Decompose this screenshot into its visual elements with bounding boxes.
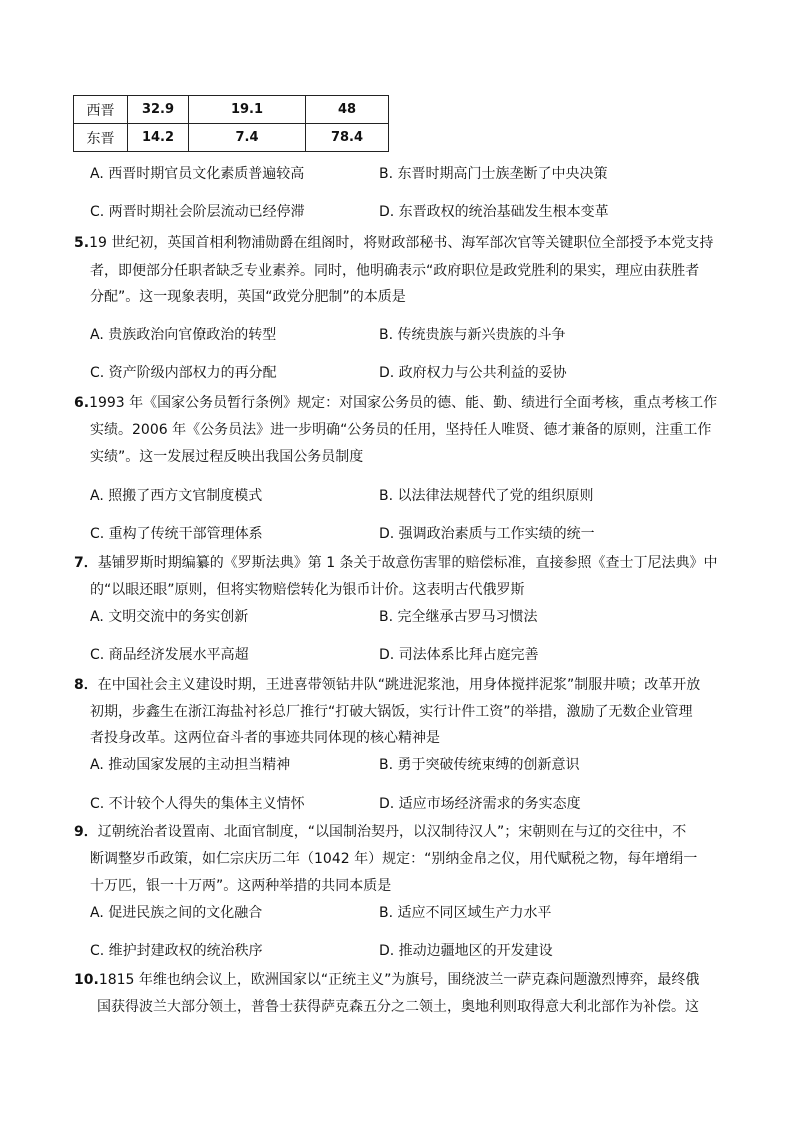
table-row xyxy=(74,124,389,152)
q8-option-d: D. 适应市场经济需求的务实态度 xyxy=(379,796,581,812)
q6-option-d: D. 强调政治素质与工作实绩的统一 xyxy=(379,526,595,542)
q6-line-3: 实绩”。这一发展过程反映出我国公务员制度 xyxy=(90,449,364,465)
q6-text: 1993 年《国家公务员暂行条例》规定：对国家公务员的德、能、勤、绩进行全面考核，重点考核工作 xyxy=(89,395,718,411)
q9-option-c: C. 维护封建政权的统治秩序 xyxy=(90,943,263,959)
q9-option-b: B. 适应不同区域生产力水平 xyxy=(379,905,552,921)
q8-option-a: A. 推动国家发展的主动担当精神 xyxy=(90,757,291,773)
q4-option-b: B. 东晋时期高门士族垄断了中央决策 xyxy=(379,166,608,182)
q7-text: 基铺罗斯时期编纂的《罗斯法典》第 1 条关于故意伤害罪的赔偿标准，直接参照《查士丁尼法典》中 xyxy=(97,555,718,571)
q4-option-d: D. 东晋政权的统治基础发生根本变革 xyxy=(379,204,609,220)
q9-number: 9． xyxy=(74,824,98,840)
q7-option-a: A. 文明交流中的务实创新 xyxy=(90,609,249,625)
q6-line-2: 实绩。2006 年《公务员法》进一步明确“公务员的任用，坚持任人唯贤、德才兼备的原则，注重工作 xyxy=(90,422,712,438)
q9-line-3: 十万匹，银一十万两”。这两种举措的共同本质是 xyxy=(90,878,392,894)
q8-option-b: B. 勇于突破传统束缚的创新意识 xyxy=(379,757,580,773)
q9-option-a: A. 促进民族之间的文化融合 xyxy=(90,905,263,921)
q4-option-a: A. 西晋时期官员文化素质普遍较高 xyxy=(90,166,305,182)
q5-line-3: 分配”。这一现象表明，英国“政党分肥制”的本质是 xyxy=(90,289,406,305)
q5-line-1 xyxy=(74,233,713,253)
q7-line-1 xyxy=(74,553,718,573)
q5-option-b: B. 传统贵族与新兴贵族的斗争 xyxy=(379,327,566,343)
q8-number: 8． xyxy=(74,677,98,693)
q4-option-c: C. 两晋时期社会阶层流动已经停滞 xyxy=(90,204,305,220)
table-cell: 东晋 xyxy=(74,124,128,152)
table-cell: 19.1 xyxy=(189,96,306,124)
q7-option-b: B. 完全继承古罗马习惯法 xyxy=(379,609,538,625)
q7-option-d: D. 司法体系比拜占庭完善 xyxy=(379,647,539,663)
q9-text: 辽朝统治者设置南、北面官制度，“以国制治契丹，以汉制待汉人”；宋朝则在与辽的交往中，不 xyxy=(97,824,687,840)
q8-line-2: 初期，步鑫生在浙江海盐衬衫总厂推行“打破大锅饭，实行计件工资”的举措，激励了无数企业管理 xyxy=(90,704,693,720)
q6-option-a: A. 照搬了西方文官制度模式 xyxy=(90,488,263,504)
table-cell: 78.4 xyxy=(306,124,389,152)
q8-line-3: 者投身改革。这两位奋斗者的事迹共同体现的核心精神是 xyxy=(90,730,440,746)
q7-option-c: C. 商品经济发展水平高超 xyxy=(90,647,249,663)
table-cell: 48 xyxy=(306,96,389,124)
q10-line-2: 国获得波兰大部分领土，普鲁士获得萨克森五分之二领土，奥地利则取得意大利北部作为补偿。这 xyxy=(97,999,699,1015)
q5-number: 5. xyxy=(74,235,90,251)
q7-number: 7． xyxy=(74,555,98,571)
q9-line-1 xyxy=(74,822,686,842)
table-cell: 7.4 xyxy=(189,124,306,152)
q5-option-d: D. 政府权力与公共利益的妥协 xyxy=(379,365,567,381)
q9-option-d: D. 推动边疆地区的开发建设 xyxy=(379,943,553,959)
q10-text: 1815 年维也纳会议上，欧洲国家以“正统主义”为旗号，围绕波兰一萨克森问题激烈博弈，最终俄 xyxy=(98,972,700,988)
q5-line-2: 者，即便部分任职者缺乏专业素养。同时，他明确表示“政府职位是政党胜利的果实，理应由获胜者 xyxy=(90,263,700,279)
q6-line-1 xyxy=(74,393,717,413)
table-cell: 西晋 xyxy=(74,96,128,124)
q10-line-1 xyxy=(74,970,699,990)
q9-line-2: 断调整岁币政策，如仁宗庆历二年（1042 年）规定：“别纳金帛之仪，用代赋税之物，每年增绢一 xyxy=(90,851,698,867)
q8-line-1 xyxy=(74,675,700,695)
table-cell: 14.2 xyxy=(128,124,189,152)
q6-option-b: B. 以法律法规替代了党的组织原则 xyxy=(379,488,594,504)
q5-option-a: A. 贵族政治向官僚政治的转型 xyxy=(90,327,277,343)
q7-line-2: 的“以眼还眼”原则，但将实物赔偿转化为银币计价。这表明古代俄罗斯 xyxy=(90,582,525,598)
q6-option-c: C. 重构了传统干部管理体系 xyxy=(90,526,263,542)
q8-option-c: C. 不计较个人得失的集体主义情怀 xyxy=(90,796,305,812)
q6-number: 6. xyxy=(74,395,90,411)
data-table xyxy=(73,95,389,152)
q8-text: 在中国社会主义建设时期，王进喜带领钻井队“跳进泥浆池，用身体搅拌泥浆”制服井喷；改革开放 xyxy=(97,677,701,693)
table-cell: 32.9 xyxy=(128,96,189,124)
q5-text: 19 世纪初，英国首相利物浦勋爵在组阁时，将财政部秘书、海军部次官等关键职位全部授予本党支持 xyxy=(89,235,714,251)
q5-option-c: C. 资产阶级内部权力的再分配 xyxy=(90,365,277,381)
q10-number: 10. xyxy=(74,972,99,988)
table-row xyxy=(74,96,389,124)
